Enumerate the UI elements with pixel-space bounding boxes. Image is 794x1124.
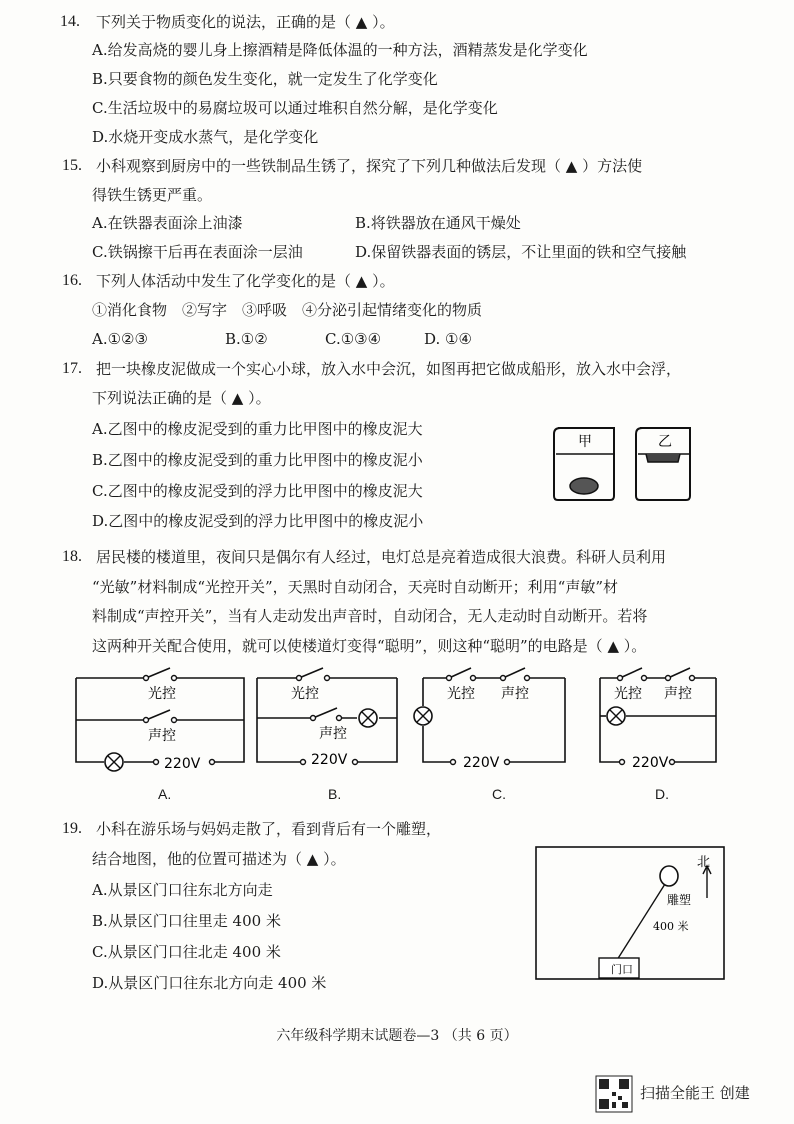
qr-code-icon: [596, 1076, 632, 1112]
q17-option-d: D.乙图中的橡皮泥受到的浮力比甲图中的橡皮泥小: [92, 512, 424, 530]
circuit-d-sound-label: 声控: [664, 686, 692, 702]
circuit-b-voltage: 220V: [311, 752, 348, 768]
circuit-a-option: A.: [158, 786, 172, 802]
circuit-b-option: B.: [328, 786, 342, 802]
q16-option-b: B.①②: [225, 330, 268, 348]
beaker-yi: [636, 428, 690, 500]
q18-line3: 料制成“声控开关”，当有人走动发出声音时，自动闭合，无人走动时自动断开。若将: [92, 607, 648, 625]
circuit-b: [257, 664, 407, 776]
q17-number: 17.: [62, 360, 82, 377]
map-gate-label: 门口: [611, 963, 633, 976]
q14-stem: 下列关于物质变化的说法，正确的是（ ▲ ）。: [96, 13, 395, 31]
statue-icon: [660, 866, 678, 886]
clay-ball: [570, 478, 598, 494]
q17-option-c: C.乙图中的橡皮泥受到的浮力比甲图中的橡皮泥大: [92, 482, 423, 500]
map-statue-label: 雕塑: [667, 893, 692, 907]
circuit-c-voltage: 220V: [463, 755, 500, 771]
q14-option-a: A.给发高烧的婴儿身上擦酒精是降低体温的一种方法，酒精蒸发是化学变化: [92, 41, 588, 59]
north-arrow-icon: [703, 866, 711, 898]
scanner-watermark: 扫描全能王 创建: [640, 1084, 750, 1102]
q18-line1: 居民楼的楼道里，夜间只是偶尔有人经过，电灯总是亮着造成很大浪费。科研人员利用: [96, 548, 667, 566]
q19-option-d: D.从景区门口往东北方向走 400 米: [92, 974, 327, 992]
circuit-a-voltage: 220V: [164, 756, 201, 772]
circuit-c: [415, 664, 580, 776]
q19-option-b: B.从景区门口往里走 400 米: [92, 912, 281, 930]
q19-stem-line1: 小科在游乐场与妈妈走散了，看到背后有一个雕塑，: [96, 820, 442, 838]
q16-option-a: A.①②③: [92, 330, 148, 348]
beaker-jia-label: 甲: [578, 434, 592, 450]
q15-option-c: C.铁锅擦干后再在表面涂一层油: [92, 243, 303, 261]
q19-stem-line2: 结合地图，他的位置可描述为（ ▲ ）。: [92, 850, 346, 868]
q14-option-b: B.只要食物的颜色发生变化，就一定发生了化学变化: [92, 70, 438, 88]
map-north-label: 北: [697, 855, 711, 870]
q18-number: 18.: [62, 548, 82, 565]
circuit-a: [76, 664, 246, 776]
q16-option-d: D. ①④: [424, 330, 472, 348]
q16-items: ①消化食物 ②写字 ③呼吸 ④分泌引起情绪变化的物质: [92, 301, 483, 319]
lamp-icon: [359, 709, 377, 727]
q15-option-a: A.在铁器表面涂上油漆: [92, 214, 243, 232]
q16-number: 16.: [62, 272, 82, 289]
q14-option-d: D.水烧开变成水蒸气，是化学变化: [92, 128, 319, 146]
lamp-icon: [607, 707, 625, 725]
q14-option-c: C.生活垃圾中的易腐垃圾可以通过堆积自然分解，是化学变化: [92, 99, 498, 117]
lamp-icon: [105, 753, 123, 771]
circuit-d-voltage: 220V: [632, 755, 669, 771]
circuit-d-light-label: 光控: [614, 686, 642, 702]
q17-stem-line2: 下列说法正确的是（ ▲ ）。: [92, 389, 271, 407]
q17-option-a: A.乙图中的橡皮泥受到的重力比甲图中的橡皮泥大: [92, 420, 423, 438]
q15-number: 15.: [62, 157, 82, 174]
lamp-icon: [414, 707, 432, 725]
q15-option-b: B.将铁器放在通风干燥处: [355, 214, 521, 232]
q19-option-a: A.从景区门口往东北方向走: [92, 881, 273, 899]
beaker-jia: [554, 428, 614, 500]
circuit-d-option: D.: [655, 786, 669, 802]
page-footer: 六年级科学期末试题卷—3 （共 6 页）: [276, 1028, 518, 1044]
q17-beakers-figure: [552, 424, 692, 504]
q15-option-d: D.保留铁器表面的锈层，不让里面的铁和空气接触: [355, 243, 687, 261]
q17-option-b: B.乙图中的橡皮泥受到的重力比甲图中的橡皮泥小: [92, 451, 423, 469]
circuit-c-sound-label: 声控: [501, 686, 529, 702]
q19-number: 19.: [62, 820, 82, 837]
map-distance-label: 400 米: [653, 920, 689, 933]
circuit-b-sound-label: 声控: [319, 726, 347, 742]
q18-line2: “光敏”材料制成“光控开关”，天黑时自动闭合，天亮时自动断开；利用“声敏”材: [92, 578, 619, 596]
q19-map-figure: [535, 846, 727, 982]
q16-option-c: C.①③④: [325, 330, 382, 348]
q18-line4: 这两种开关配合使用，就可以使楼道灯变得“聪明”，则这种“聪明”的电路是（ ▲ ）。: [92, 637, 647, 655]
beaker-yi-label: 乙: [658, 434, 672, 450]
q15-stem-line1: 小科观察到厨房中的一些铁制品生锈了，探究了下列几种做法后发现（ ▲ ）方法使: [96, 157, 643, 175]
circuit-c-option: C.: [492, 786, 506, 802]
circuit-d: [588, 664, 753, 776]
clay-boat: [646, 454, 680, 462]
circuit-a-sound-label: 声控: [148, 728, 176, 744]
q15-stem-line2: 得铁生锈更严重。: [92, 186, 213, 204]
q17-stem-line1: 把一块橡皮泥做成一个实心小球，放入水中会沉，如图再把它做成船形，放入水中会浮，: [96, 360, 682, 378]
q14-number: 14.: [60, 13, 80, 30]
circuit-a-light-label: 光控: [148, 686, 176, 702]
q19-option-c: C.从景区门口往北走 400 米: [92, 943, 281, 961]
q16-stem: 下列人体活动中发生了化学变化的是（ ▲ ）。: [96, 272, 395, 290]
circuit-b-light-label: 光控: [291, 686, 319, 702]
circuit-c-light-label: 光控: [447, 686, 475, 702]
